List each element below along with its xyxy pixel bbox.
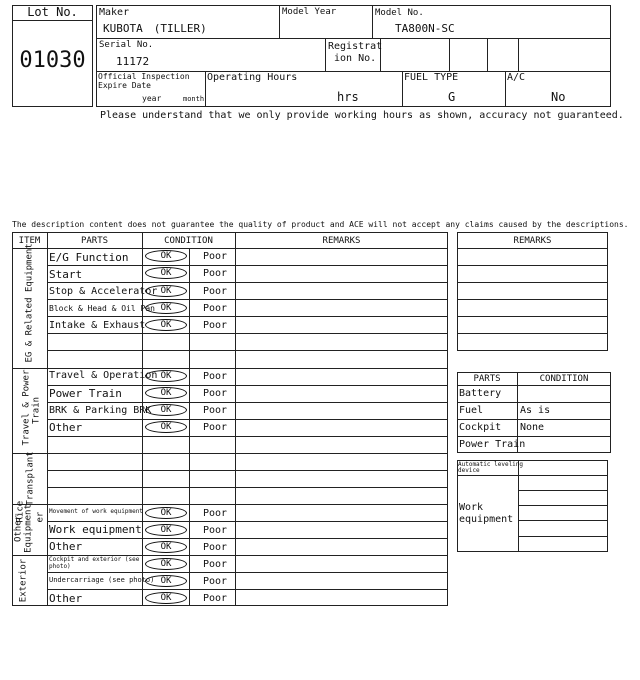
header-condition: CONDITION bbox=[164, 236, 213, 246]
part-other-travel: Other bbox=[49, 421, 83, 434]
auto-level-label-1: Automatic leveling bbox=[458, 461, 524, 468]
work-equipment-label-2: equipment bbox=[459, 514, 514, 525]
part-intake: Intake & Exhaust bbox=[49, 320, 146, 331]
poor-power-train: Poor bbox=[203, 388, 228, 399]
ok-cockpit: OK bbox=[145, 558, 187, 570]
pc-fuel-value: As is bbox=[520, 405, 551, 416]
hours-label: Operating Hours bbox=[207, 72, 298, 83]
poor-intake: Poor bbox=[203, 320, 228, 331]
group-rice-line2: Transplant bbox=[25, 451, 36, 506]
serial-value: 11172 bbox=[116, 55, 150, 68]
poor-work-equipment: Poor bbox=[203, 525, 228, 536]
header-item: ITEM bbox=[18, 236, 41, 246]
poor-cockpit: Poor bbox=[203, 559, 228, 570]
poor-travel-op: Poor bbox=[203, 371, 228, 382]
part-stop-accel: Stop & Accelerator bbox=[49, 286, 158, 297]
ok-work-equipment: OK bbox=[145, 524, 187, 536]
poor-block-head: Poor bbox=[203, 303, 228, 314]
lot-number: 01030 bbox=[19, 48, 86, 73]
registration-label-2: ion No. bbox=[334, 53, 377, 64]
poor-stop-accel: Poor bbox=[203, 286, 228, 297]
registration-label-1: Registrat bbox=[328, 41, 383, 52]
group-other-equip-line1: Other bbox=[13, 514, 24, 543]
group-other-equip-line2: Equipment bbox=[23, 504, 34, 553]
poor-undercarriage: Poor bbox=[203, 576, 228, 587]
poor-other-travel: Poor bbox=[203, 422, 228, 433]
part-undercarriage: Undercarriage (see photo) bbox=[49, 576, 155, 584]
part-eg-function: E/G Function bbox=[49, 251, 129, 264]
ok-start: OK bbox=[145, 267, 187, 279]
pc-header-parts: PARTS bbox=[473, 374, 501, 384]
ok-movement: OK bbox=[145, 507, 187, 519]
ok-intake: OK bbox=[145, 319, 187, 331]
pc-power-train-label: Power Train bbox=[459, 439, 526, 450]
inspection-label-1: Official Inspection bbox=[98, 72, 190, 81]
group-eg: EG & Related Equipment bbox=[24, 243, 35, 363]
hours-notice: Please understand that we only provide working hours as shown, accuracy not guaranteed. bbox=[100, 110, 624, 121]
poor-eg-function: Poor bbox=[203, 251, 228, 262]
poor-start: Poor bbox=[203, 268, 228, 279]
poor-other-equip: Poor bbox=[203, 542, 228, 553]
poor-movement: Poor bbox=[203, 508, 228, 519]
maker-value: KUBOTA (TILLER) bbox=[103, 22, 207, 35]
group-rice-line3: er bbox=[35, 511, 46, 523]
pc-cockpit-label: Cockpit bbox=[459, 422, 502, 433]
auto-level-label-2: device bbox=[458, 467, 480, 474]
part-cockpit-line1: Cockpit and exterior (see bbox=[49, 556, 140, 563]
ac-label: A/C bbox=[507, 72, 526, 83]
ok-eg-function: OK bbox=[145, 250, 187, 262]
ok-block-head: OK bbox=[145, 302, 187, 314]
serial-label: Serial No. bbox=[99, 40, 154, 50]
header-parts: PARTS bbox=[80, 236, 109, 246]
ok-brk: OK bbox=[145, 404, 187, 416]
pc-battery-label: Battery bbox=[459, 388, 502, 399]
ok-travel-op: OK bbox=[145, 370, 187, 382]
group-rice-line1: Rice bbox=[15, 500, 26, 523]
lot-label: Lot No. bbox=[27, 5, 78, 19]
ok-other-equip: OK bbox=[145, 541, 187, 553]
group-travel-line1: Travel & Power bbox=[21, 369, 32, 446]
pc-cockpit-value: None bbox=[520, 422, 545, 433]
header-remarks: REMARKS bbox=[322, 236, 361, 246]
model-no-label: Model No. bbox=[375, 8, 424, 18]
part-start: Start bbox=[49, 268, 83, 281]
part-work-equipment: Work equipment bbox=[49, 523, 142, 536]
part-other-ext: Other bbox=[49, 592, 83, 605]
ok-undercarriage: OK bbox=[145, 575, 187, 587]
ok-stop-accel: OK bbox=[145, 285, 187, 297]
fuel-label: FUEL TYPE bbox=[404, 72, 459, 83]
maker-label: Maker bbox=[99, 7, 130, 18]
pc-fuel-label: Fuel bbox=[459, 405, 484, 416]
part-cockpit-line2: photo) bbox=[49, 563, 71, 570]
hours-unit: hrs bbox=[337, 90, 359, 104]
part-power-train: Power Train bbox=[49, 387, 122, 400]
fuel-value: G bbox=[448, 90, 456, 104]
part-travel-op: Travel & Operation bbox=[49, 370, 158, 381]
poor-other-ext: Poor bbox=[203, 593, 228, 604]
ac-value: No bbox=[551, 90, 566, 104]
poor-brk: Poor bbox=[203, 405, 228, 416]
part-other-equip: Other bbox=[49, 540, 83, 553]
ok-power-train: OK bbox=[145, 387, 187, 399]
model-year-label: Model Year bbox=[282, 7, 337, 17]
group-exterior: Exterior bbox=[18, 558, 29, 603]
pc-header-condition: CONDITION bbox=[539, 374, 589, 384]
inspection-label-2: Expire Date bbox=[98, 81, 151, 90]
inspection-year: year bbox=[142, 94, 162, 103]
part-block-head: Block & Head & Oil Pan bbox=[49, 304, 155, 313]
disclaimer: The description content does not guarantee the quality of product and ACE will not accept any claims caused by the descriptions. bbox=[12, 220, 629, 229]
part-brk: BRK & Parking BRK bbox=[49, 405, 152, 416]
group-travel-line2: Train bbox=[31, 396, 42, 425]
part-movement: Movement of work equipment bbox=[49, 508, 143, 515]
work-equipment-label-1: Work bbox=[459, 502, 484, 513]
remarks-header: REMARKS bbox=[513, 236, 552, 246]
ok-other-ext: OK bbox=[145, 592, 187, 604]
ok-other-travel: OK bbox=[145, 421, 187, 433]
model-no-value: TA800N-SC bbox=[395, 22, 455, 35]
inspection-month: month bbox=[183, 95, 205, 103]
